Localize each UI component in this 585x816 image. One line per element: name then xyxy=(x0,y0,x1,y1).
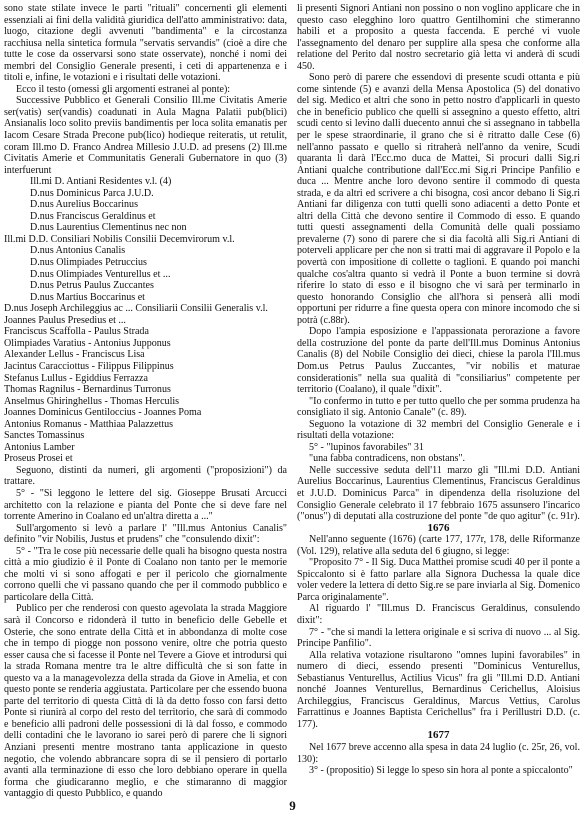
paragraph: Antonius Romanus - Matthiaa Palazzettus xyxy=(4,418,174,430)
paragraph: Jacintus Caracciottus - Filippus Filippinus xyxy=(4,360,174,372)
paragraph: D.nus Petrus Paulus Zuccantes xyxy=(30,280,154,292)
paragraph: 5° - "Si leggono le lettere del sig. Gioseppe Brusati Arcucci architetto con la relazione e pianta del Ponte che si deve fare nel torrente Amerino in Coalano ed un'altra diretta a ..." xyxy=(4,487,287,523)
paragraph: D.nus Dominicus Parca J.U.D. xyxy=(30,187,154,199)
paragraph: 3° - (propositio) Si legge lo speso sin hora al ponte a spiccalonto" xyxy=(309,765,573,777)
paragraph: D.nus Martius Boccarinus et xyxy=(30,291,145,303)
paragraph: Sono però di parere che essendovi di presente scudi ottanta e più come sintende (5) e avanzi della Mensa Apostolica (5) del donativo del sig. Medico et altri che sono in petto nostro d'applicarli in questo che in beneficio publico che quelli si assegnino a questo effetto, altri scudi cento si levino dalli duecento annui che si assegnano in tabbella per le spese straordinarie, il grano che si è ritratto dalle Cese (6) nell'anno passato e quello si ritraherà nell'anno da venire, Scudi quaranta li darà l'Ecc.mo duca de Mattei, Si procuri dalli Sig.ri Antiani qualche contributione dall'Ecc.mi Sig.ri Principe Panfilio e duca ... Mentre anche loro devono sentire il commodo di questa strada, e da altri ed scrivere a chi bisogna, così ancor debano li Sig.ri Antiani far diligenza con tutti quelli sono adiacenti a detto Ponte et altri della Città che devono sentire il Commodo di esso. E quando tutti questi assegnamenti della Comunità delle quali possiamo prevalerne (7) sono di parere che si dia facoltà alli Sig.ri Antiani di poterveli applicare per che non si tratti mai di aggravare il Popolo e la povertà con impositione di collette o taglioni. E quando poi manchi qualche cos'altra quanto si vedrà il Ponte a buon termine si dovrà riferire lo stato di esso e il bisogno che vi sarà per terminarlo in questo honorando Consiglio che all'hora si penserà alli modi opportuni per ridurre a fine questa opera con minore incomodo che si potrà (c.88r). xyxy=(297,72,580,326)
paragraph: 5° - "Tra le cose più necessarie delle quali ha bisogno questa nostra città a mio giudizio è il Ponte di Coalano non tanto per le memorie che molti vi si sono affogati e per il pericolo che giornalmente corrono quelli che vi passano quando che per il commodo pubblico e particolare della Città. xyxy=(4,545,287,603)
paragraph: "Io confermo in tutto e per tutto quello che per somma prudenza ha consigliato il sig. Antonio Canale" (c. 89). xyxy=(297,395,580,419)
paragraph: sono state stilate invece le parti "rituali" concernenti gli elementi essenziali ai fini della validità giuridica dell'atto amministrativo: data, luogo, citazione degli avvenuti "bandimenta" e la circostanza racchiusa nella sintetica formula "servatis servandis" (cioè a dire che tutte le cose da osservarsi sono state osservate), nonché i nomi dei membri del Consiglio Generale presenti, i ceti di appartenenza e i titoli e, infine, le votazioni e i risultati delle votazioni. xyxy=(4,3,287,84)
paragraph: Successive Pubblico et Generali Consilio Ill.me Civitatis Amerie ser(vatis) ser(vandis) coadunati in Aula Magna Palatii pub(blici) Ansianalis loco solito previis bandimentis per loca solita emanatis per Iacom Cesare Strada Precone pub(lico) hodieque reiteratis, ut retulit, coram Ill.mo D. Franco Andrea Millesio J.U.D. ad presens (2) Ill.me Civitatis Amerie et Communitatis Generali Gubernatore in quo (3) interfuerunt xyxy=(4,95,287,176)
paragraph: D.nus Olimpiades Venturellus et ... xyxy=(30,268,171,280)
paragraph: D.nus Antonius Canalis xyxy=(30,245,126,257)
paragraph: D.nus Aurelius Boccarinus xyxy=(30,199,138,211)
paragraph: Al riguardo l' "Ill.mus D. Franciscus Geraldinus, consulendo dixit": xyxy=(297,603,580,626)
paragraph: Anselmus Ghiringhellus - Thomas Herculis xyxy=(4,395,180,407)
paragraph: Seguono la votazione di 32 membri del Consiglio Generale e i risultati della votazione: xyxy=(297,418,580,442)
paragraph: Nell'anno seguente (1676) (carte 177, 177r, 178, delle Riformanze (Vol. 129), relative alla seduta del 6 giugno, si legge: xyxy=(297,534,580,557)
paragraph: Nel 1677 breve accenno alla spesa in data 24 luglio (c. 25r, 26, vol. 130): xyxy=(297,742,580,765)
page-number: 9 xyxy=(289,798,296,813)
paragraph: D.nus Joseph Archileggius ac ... Consiliarii Consilii Generalis v.l. xyxy=(4,303,268,315)
two-column-text xyxy=(4,3,581,800)
paragraph: li presenti Signori Antiani non possino o non voglino applicare che in questo caso elegghino loro quattro Gentilhomini che stimeranno habili et a proposito a questa faccenda. E perché vi vuole l'assegnamento del denaro per supplire alla spesa che conforme alla relatione del Perito dal nostro secretario già letta vi anderà di scudi 450. xyxy=(297,3,580,72)
paragraph: Seguono, distinti da numeri, gli argomenti ("proposizioni") da trattare. xyxy=(4,464,287,488)
paragraph: Joannes Dominicus Gentiloccius - Joannes Poma xyxy=(4,407,202,419)
paragraph: "Proposito 7° - Il Sig. Duca Matthei promise scudi 40 per il ponte a Spiccalonto si è fatto parlare alla Signora Duchessa la quale dice voler vedere la lettera di detto Sig.re se pare inviarla al Sig. Domenico Parca originalamente". xyxy=(297,557,580,603)
paragraph: Ill.mi D. Antiani Residentes v.l. (4) xyxy=(30,176,172,188)
paragraph: Alla relativa votazione risultarono "omnes lupini favorabiles" in numero di dieci, essendo presenti "Dominicus Venturellus, Sebastianus Venturellus, Actilius Vicus" fra gli "Ill.mi D.D. Antiani nonché Joannes Venturellus, Bernardinus Cerichellus, Aloisius Archileggius, Franciscus Geraldinus, Marcus Vettius, Carolus Farrattinus e Joannes Baptista Cerichellus" fra i Perillustri D.D. (c. 177). xyxy=(297,649,580,730)
paragraph: Stefanus Lullus - Egiddius Ferrazza xyxy=(4,372,148,384)
paragraph: Franciscus Scaffolla - Paulus Strada xyxy=(4,326,149,338)
paragraph: Joannes Paulus Presedius et ... xyxy=(4,314,126,326)
paragraph: Sanctes Tomassinus xyxy=(4,430,85,442)
year-heading: 1677 xyxy=(427,729,450,742)
paragraph: "una fabba contradicens, non obstans". xyxy=(309,453,466,465)
paragraph: Nelle successive seduta dell'11 marzo gli "Ill.mi D.D. Antiani Aurelius Boccarinus, Laurentius Clementinus, Franciscus Geraldinus et J.U.D. Dominicus Parca" in dipendenza della risoluzione del Consiglio Generale celebrato il 17 febbraio 1675 assunsero l'incarico ("onus") di deputati alla costruzione del ponte "de quo agitur" (c. 91r). xyxy=(297,464,580,523)
right-column xyxy=(297,3,580,800)
paragraph: D.nus Olimpiades Petruccius xyxy=(30,257,147,269)
paragraph: Ill.mi D.D. Consiliari Nobilis Consilii Decemvirorum v.l. xyxy=(4,233,235,245)
paragraph: Dopo l'ampia esposizione e l'appassionata perorazione a favore della costruzione del ponte da parte dell'Ill.mus Dominus Antonius Canalis (8) del Nobile Consiglio dei dieci, chiese la parola l'Ill.mus Dom.us Petrus Paulus Zuccantes, "vir nobilis et maturae considerationis" nella sua qualità di "consiliarius" competente per territorio (Coalano), il quale "dixit". xyxy=(297,326,580,396)
paragraph: Ecco il testo (omessi gli argomenti estranei al ponte): xyxy=(16,83,231,95)
paragraph: Thomas Ragnilus - Bernardinus Turronus xyxy=(4,384,171,396)
paragraph: 5° - "lupinos favorabiles" 31 xyxy=(309,441,424,453)
paragraph: Proseus Prosei et xyxy=(4,453,73,465)
paragraph: Alexander Lellus - Franciscus Lisa xyxy=(4,349,145,361)
paragraph: D.nus Franciscus Geraldinus et xyxy=(30,210,156,222)
year-heading: 1676 xyxy=(427,521,450,534)
paragraph: Publico per che renderosi con questo agevolata la strada Maggiore sarà il Concorso e ridonderà il tutto in beneficio delle Gebelle et Osterie, che sono entrate della Città et in abbondanza di molte cose che in tempo di piogge non possono venire, oltre che potria questo esser causa che si facesse il Ponte nel Tevere a Giove et introdursi qui la strada Romana mentre tra le altre difficultà che si son fatte in questo va a la managevolezza della strada da Giove in Amelia, et con questo ponte se renderia aggiustata. Particolare per che essendo buona parte del territorio di questa Città di là da detto fosso con farsi detto Ponte si riunirà al corpo del resto del territorio, che sarà di commodo e beneficio alli padroni delle possessioni di là dal fosso, e commodo delli contadini che le lavorano io sarei però di parere che li signori Anziani presenti mentre mostrano tanta applicazione in questo negotio, che volendo abbrancare sopra di se il pensiero di portarlo avanti alla terminazione di esso che loro debbiano operare in quella forma che giudicaranno meglio, e che stimaranno di maggior vantaggio di questo Pubblico, e quando xyxy=(4,603,287,800)
paragraph: Antonius Lamber xyxy=(4,441,75,453)
paragraph: Olimpiades Varatius - Antonius Jupponus xyxy=(4,337,171,349)
left-column xyxy=(4,3,287,800)
paragraph: Sull'argomento si levò a parlare l' "Ill.mus Antonius Canalis" definito "vir Nobilis, Justus et prudens" che "consulendo dixit": xyxy=(4,522,287,546)
paragraph: D.nus Laurentius Clementinus nec non xyxy=(30,222,187,234)
paragraph: 7° - "che si mandi la lettera originale e si scriva di nuovo ... al Sig. Principe Panfilio". xyxy=(297,626,580,650)
